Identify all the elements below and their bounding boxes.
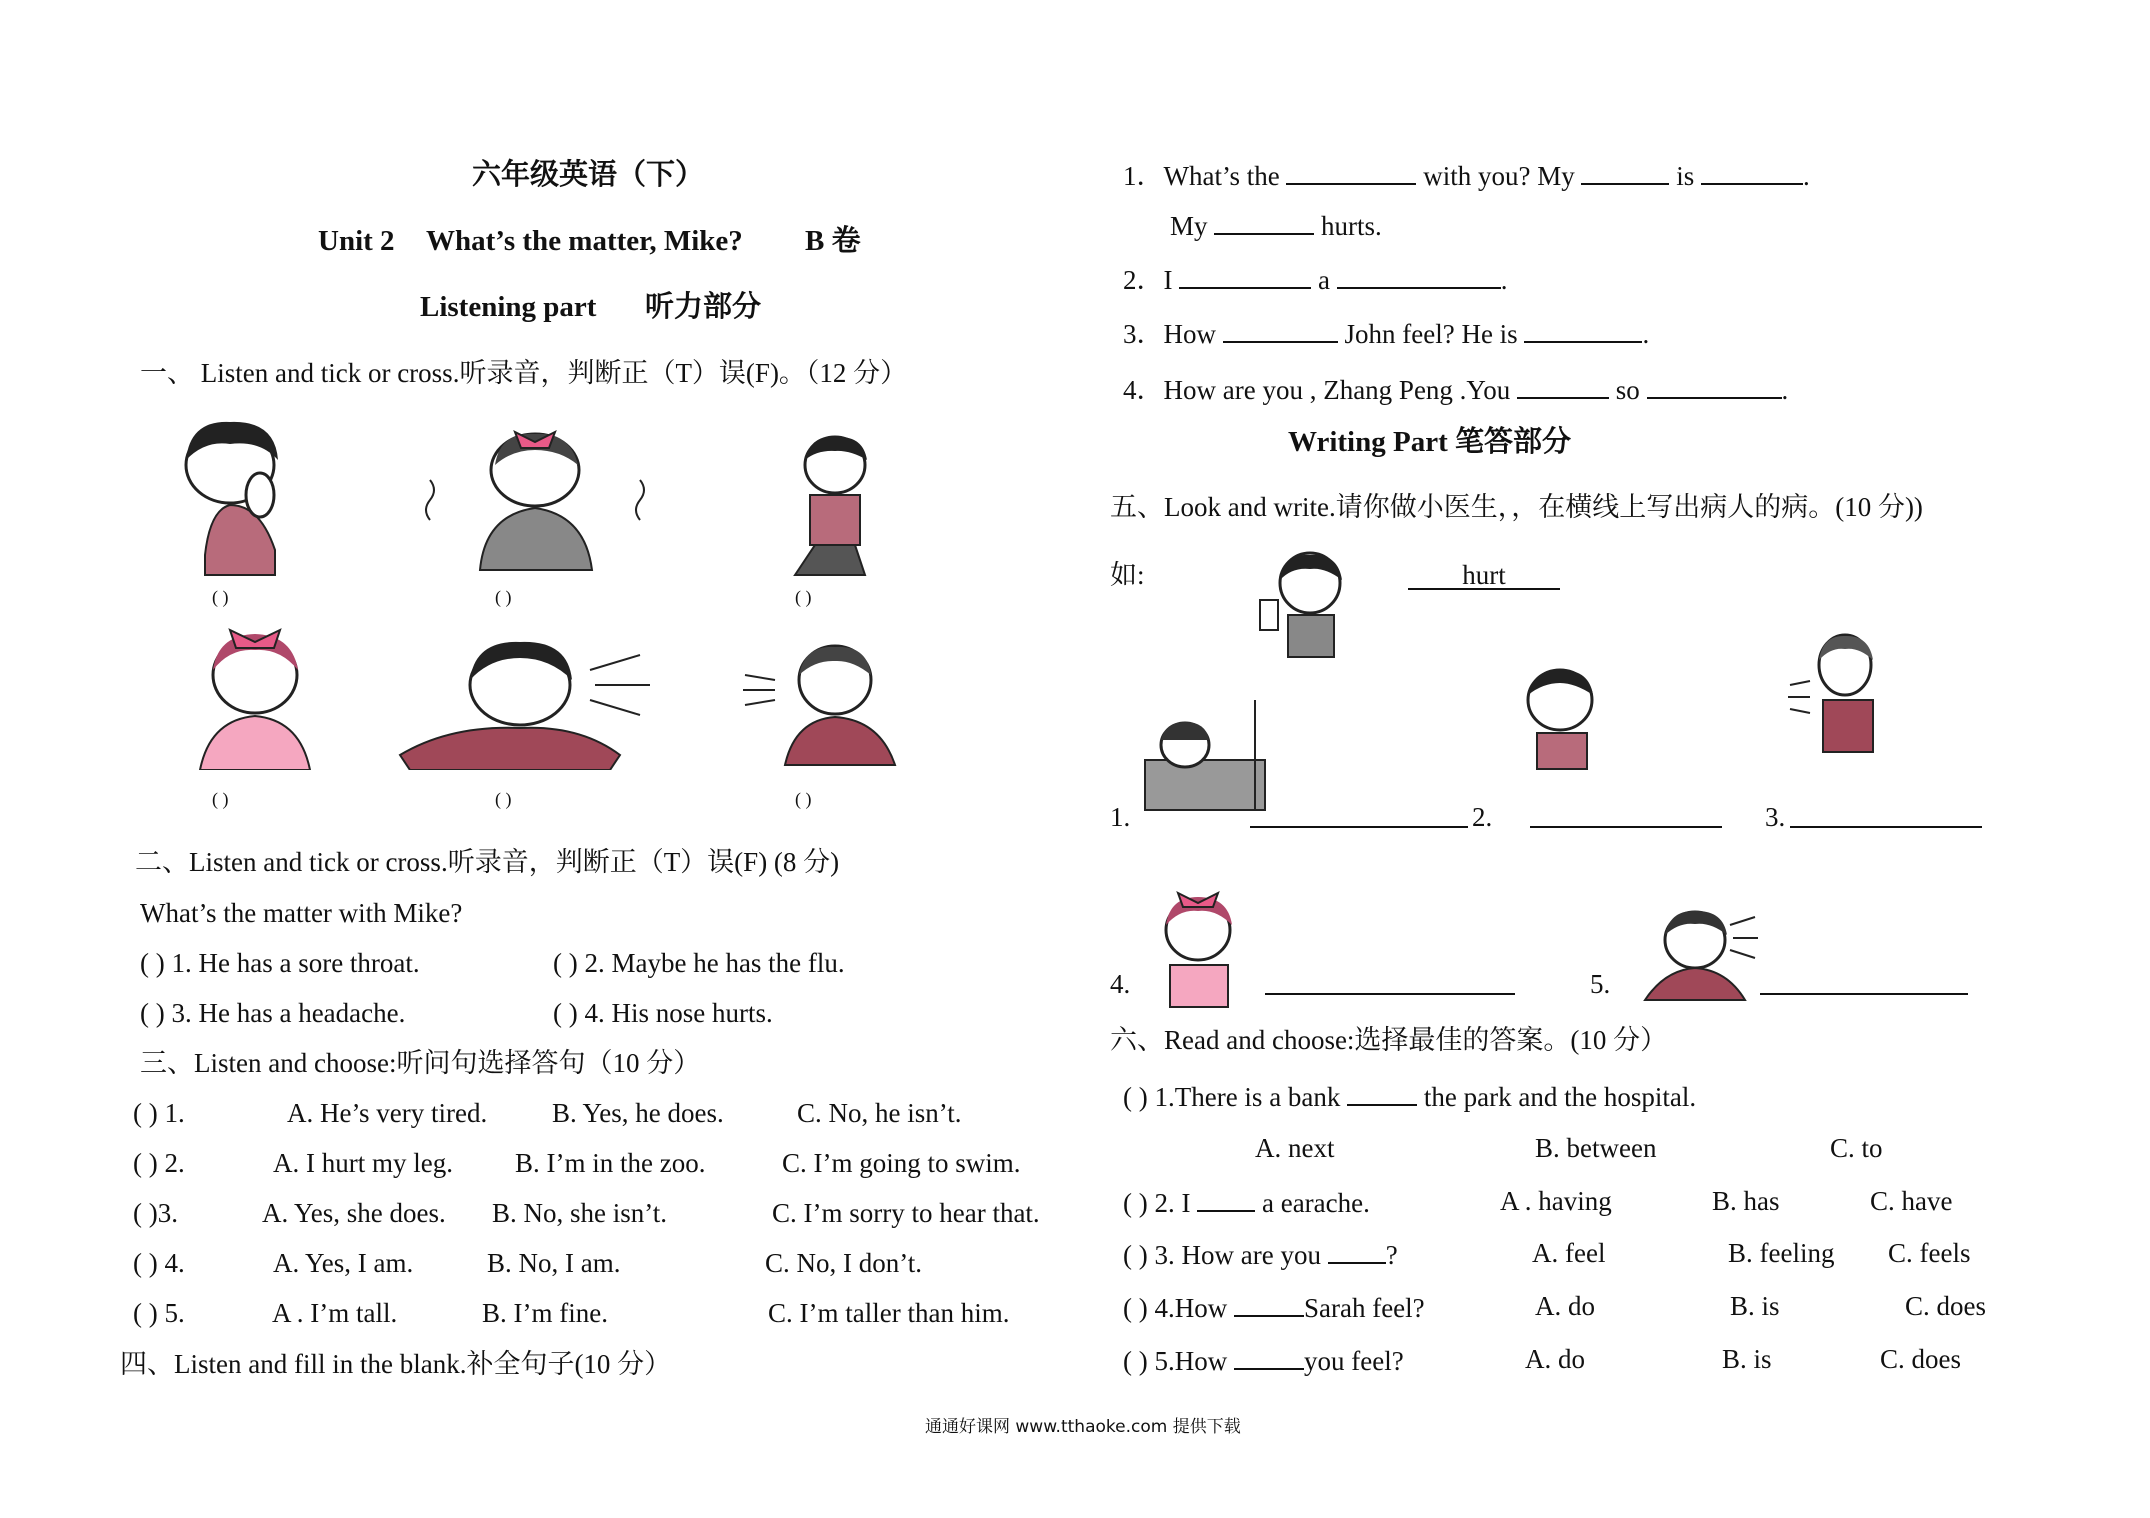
blank[interactable]: [1214, 207, 1314, 235]
blank[interactable]: [1347, 1078, 1417, 1106]
boy-sore-throat-illustration: [735, 635, 915, 770]
section6-option-b: B. is: [1730, 1291, 1780, 1321]
page-title: 六年级英语（下）: [472, 159, 705, 191]
fill-line-1: 1．What’s the with you? My is .: [1123, 157, 1810, 193]
blank[interactable]: [1581, 157, 1669, 185]
section3-option-a: A . I’m tall.: [272, 1298, 398, 1328]
section6-question: ( ) 5.How you feel?: [1123, 1342, 1404, 1378]
section3-option-c: C. I’m going to swim.: [782, 1148, 1021, 1178]
blank[interactable]: [1524, 315, 1642, 343]
unit-title: What’s the matter, Mike?: [426, 225, 743, 257]
answer-blank[interactable]: [1265, 967, 1515, 995]
paper-label: B 卷: [805, 225, 861, 257]
section3-num: ( )3.: [133, 1198, 178, 1228]
boy-in-bed-illustration: [1140, 700, 1280, 815]
answer-paren: ( ): [495, 789, 512, 809]
section3-option-b: B. No, I am.: [487, 1248, 621, 1278]
section3-option-c: C. No, he isn’t.: [797, 1098, 962, 1128]
blank[interactable]: [1223, 315, 1338, 343]
item-number: 1.: [1110, 802, 1131, 832]
section5-heading: 五、Look and write.请你做小医生，，在横线上写出病人的病。(10 分)): [1110, 492, 1923, 522]
item-number: 4.: [1110, 969, 1131, 999]
section2-item: ( ) 2. Maybe he has the flu.: [553, 948, 845, 978]
fill-line-2: 2．I a .: [1123, 261, 1507, 297]
section4-heading: 四、Listen and fill in the blank.补全句子(10 分）: [120, 1349, 672, 1379]
boy-hurt-finger-illustration: [1240, 545, 1360, 660]
section1-heading: 一、 Listen and tick or cross.听录音，判断正（T）误(F)。（12 分）: [140, 358, 908, 388]
section6-question: ( ) 4.How Sarah feel?: [1123, 1289, 1425, 1325]
section3-num: ( ) 2.: [133, 1148, 185, 1178]
answer-blank[interactable]: [1790, 800, 1982, 828]
section3-option-c: C. I’m sorry to hear that.: [772, 1198, 1040, 1228]
section3-option-b: B. I’m fine.: [482, 1298, 608, 1328]
boy-hurt-knee-illustration: [755, 425, 905, 585]
blank[interactable]: [1234, 1342, 1304, 1370]
fill-line-4: 4．How are you , Zhang Peng .You so .: [1123, 371, 1788, 407]
answer-blank[interactable]: [1760, 967, 1968, 995]
section6-option-b: B. feeling: [1728, 1238, 1835, 1268]
section3-option-b: B. Yes, he does.: [552, 1098, 724, 1128]
blank[interactable]: [1337, 261, 1501, 289]
sick-boy-sore-eyes-illustration: [150, 410, 340, 580]
man-coughing-illustration: [1785, 625, 1900, 755]
girl-sneezing-illustration: [1635, 900, 1760, 1005]
answer-paren: ( ): [795, 789, 812, 809]
section2-item: ( ) 3. He has a headache.: [140, 998, 406, 1028]
blank[interactable]: [1647, 371, 1782, 399]
tired-girl-illustration: [420, 420, 650, 580]
girl-headache-illustration: [170, 620, 340, 770]
section3-option-c: C. I’m taller than him.: [768, 1298, 1010, 1328]
section2-item: ( ) 1. He has a sore throat.: [140, 948, 420, 978]
section3-option-b: B. I’m in the zoo.: [515, 1148, 706, 1178]
section6-heading: 六、Read and choose:选择最佳的答案。(10 分）: [1110, 1025, 1668, 1055]
section6-option-a: A. next: [1255, 1133, 1335, 1163]
blank[interactable]: [1179, 261, 1311, 289]
section6-question: ( ) 2. I a earache.: [1123, 1184, 1370, 1220]
section6-option-c: C. feels: [1888, 1238, 1971, 1268]
section6-option-a: A. feel: [1532, 1238, 1606, 1268]
section6-option-c: C. does: [1905, 1291, 1986, 1321]
section3-option-a: A. Yes, she does.: [262, 1198, 446, 1228]
answer-paren: ( ): [795, 587, 812, 607]
answer-paren: ( ): [212, 587, 229, 607]
section2-heading: 二、Listen and tick or cross.听录音，判断正（T）误(F) (8 分): [135, 847, 840, 877]
section3-option-a: A. I hurt my leg.: [273, 1148, 453, 1178]
example-label: 如:: [1110, 560, 1145, 590]
section6-option-c: C. does: [1880, 1344, 1961, 1374]
section2-item: ( ) 4. His nose hurts.: [553, 998, 773, 1028]
section3-num: ( ) 1.: [133, 1098, 185, 1128]
listening-part-cn: 听力部分: [645, 291, 762, 323]
section3-num: ( ) 4.: [133, 1248, 185, 1278]
blank[interactable]: [1701, 157, 1803, 185]
answer-blank[interactable]: [1530, 800, 1722, 828]
writing-part-title: Writing Part 笔答部分: [1288, 426, 1571, 458]
section6-question: ( ) 1.There is a bank the park and the hospital.: [1123, 1078, 1696, 1114]
unit-number: Unit 2: [318, 225, 395, 257]
item-number: 2.: [1472, 802, 1493, 832]
blank[interactable]: [1517, 371, 1609, 399]
section6-option-c: C. to: [1830, 1133, 1883, 1163]
section3-option-b: B. No, she isn’t.: [492, 1198, 668, 1228]
blank[interactable]: [1197, 1184, 1255, 1212]
section6-question: ( ) 3. How are you ?: [1123, 1236, 1398, 1272]
section3-heading: 三、Listen and choose:听问句选择答句（10 分）: [140, 1048, 701, 1078]
section6-option-a: A. do: [1525, 1344, 1585, 1374]
section6-option-a: A. do: [1535, 1291, 1595, 1321]
blank[interactable]: [1234, 1289, 1304, 1317]
section6-option-c: C. have: [1870, 1186, 1953, 1216]
boy-sneezing-illustration: [390, 630, 660, 770]
section2-question: What’s the matter with Mike?: [140, 898, 463, 928]
girl-headache-illustration-small: [1140, 885, 1255, 1010]
section6-option-b: B. has: [1712, 1186, 1780, 1216]
section6-option-a: A . having: [1500, 1186, 1612, 1216]
fill-line-3: 3．How John feel? He is .: [1123, 315, 1649, 351]
section6-option-b: B. between: [1535, 1133, 1657, 1163]
section3-option-a: A. Yes, I am.: [273, 1248, 414, 1278]
answer-paren: ( ): [212, 789, 229, 809]
footer-source: 通通好课网 www.tthaoke.com 提供下载: [925, 1417, 1241, 1437]
section3-option-c: C. No, I don’t.: [765, 1248, 923, 1278]
answer-paren: ( ): [495, 587, 512, 607]
boy-toothache-illustration: [1505, 655, 1615, 770]
fill-line-1-cont: My hurts.: [1170, 207, 1382, 243]
item-number: 5.: [1590, 969, 1611, 999]
blank[interactable]: [1328, 1236, 1386, 1264]
example-answer: hurt: [1408, 558, 1560, 592]
answer-blank[interactable]: [1250, 800, 1468, 828]
listening-part-en: Listening part: [420, 291, 597, 323]
section6-option-b: B. is: [1722, 1344, 1772, 1374]
blank[interactable]: [1286, 157, 1416, 185]
section3-num: ( ) 5.: [133, 1298, 185, 1328]
item-number: 3.: [1765, 802, 1786, 832]
section3-option-a: A. He’s very tired.: [287, 1098, 488, 1128]
